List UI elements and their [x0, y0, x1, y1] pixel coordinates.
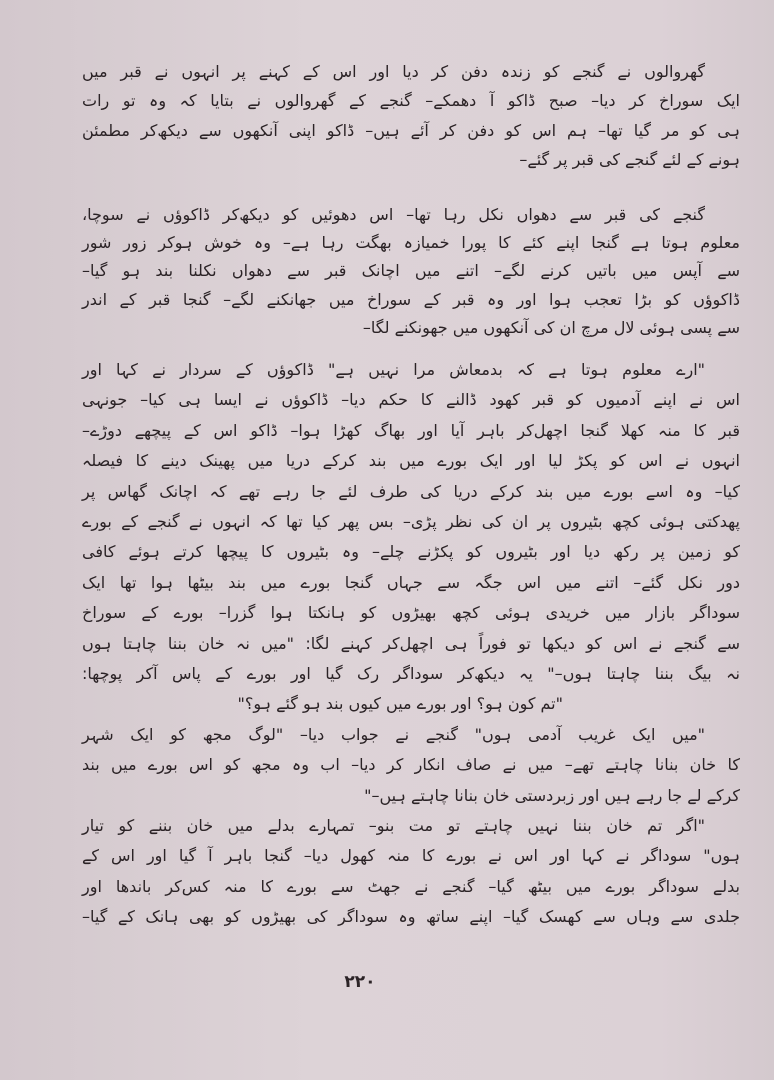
text-line: انہوں نے اس کو پکڑ لیا اور ایک بورے میں بند کرکے دریا میں پھینک دینے کا فیصلہ	[82, 451, 740, 470]
text-line: ڈاکوؤں کو بڑا تعجب ہوا اور وہ قبر کے سوراخ میں جھانکنے لگے– گنجا قبر کے اندر	[82, 290, 740, 309]
text-line: دور نکل گئے– اتنے میں اس جگہ سے جہاں گنجا بورے میں بند بیٹھا ہوا تھا ایک	[82, 573, 740, 592]
text-line: معلوم ہوتا ہے گنجا اپنے کئے کا پورا خمیازہ بھگت رہا ہے– وہ خوش ہوکر زور شور	[82, 233, 740, 252]
page-number: ۲۲۰	[344, 972, 376, 992]
text-line: ایک سوراخ کر دیا– صبح ڈاکو آ دھمکے– گنجے کے گھروالوں نے بتایا کہ وہ تو رات	[82, 91, 740, 110]
text-line: قبر کا منہ کھلا گنجا اچھل‌کر باہر آیا اور بھاگ کھڑا ہوا– ڈاکو اس کے پیچھے دوڑے–	[82, 421, 740, 440]
text-line: پھدکتی ہوئی کچھ بٹیروں پر ان کی نظر پڑی– بس پھر کیا تھا کہ انہوں نے گنجے کے بورے	[82, 512, 740, 531]
text-line: جلدی سے وہاں سے کھسک گیا– اپنے ساتھ وہ سوداگر کی بھیڑوں کو بھی ہانک کے گیا–	[82, 907, 740, 926]
text-line: ہی کو مر گیا تھا– ہم اس کو دفن کر آئے ہیں– ڈاکو اپنی آنکھوں سے دیکھ‌کر مطمئن	[82, 121, 740, 140]
text-line: "ارے معلوم ہوتا ہے کہ بدمعاش مرا نہیں ہے" ڈاکوؤں کے سردار نے کہا اور	[82, 360, 705, 379]
text-line: گھروالوں نے گنجے کو زندہ دفن کر دیا اور اس کے کہنے پر انہوں نے قبر میں	[82, 62, 705, 81]
text-line: نہ بیگ بننا چاہتا ہوں–" یہ دیکھ‌کر سوداگر رک گیا اور بورے کے پاس آکر پوچھا:	[82, 664, 740, 683]
text-line: "تم کون ہو؟ اور بورے میں کیوں بند ہو گئے ہو؟"	[237, 694, 563, 713]
text-line: کو زمین پر رکھ دیا اور بٹیروں کو پکڑنے چلے– وہ بٹیروں کا پیچھا کرتے ہوئے کافی	[82, 542, 740, 561]
text-line: سے گنجے نے اس کو دیکھا تو فوراً ہی اچھل‌کر کہنے لگا: "میں نہ خان بننا چاہتا ہوں	[82, 634, 740, 653]
text-line: کا خان بنانا چاہتے تھے– میں نے صاف انکار کر دیا– اب وہ مجھ کو اس بورے میں بند	[82, 755, 740, 774]
text-line: سے آپس میں باتیں کرنے لگے– اتنے میں اچانک قبر سے دھواں نکلنا بند ہو گیا–	[82, 261, 740, 280]
text-line: بدلے سوداگر بورے میں بیٹھ گیا– گنجے نے جھٹ سے بورے کا منہ کس‌کر باندھا اور	[82, 877, 740, 896]
text-line: ہونے کے لئے گنجے کی قبر پر گئے–	[519, 150, 740, 169]
text-line: کیا– وہ اسے بورے میں بند کرکے دریا کی طرف لئے جا رہے تھے کہ اچانک گھاس پر	[82, 482, 740, 501]
text-line: اس نے اپنے آدمیوں کو قبر کھود ڈالنے کا حکم دیا– ڈاکوؤں نے ایسا ہی کیا– جونہی	[82, 390, 740, 409]
text-line: گنجے کی قبر سے دھواں نکل رہا تھا– اس دھوئیں کو دیکھ‌کر ڈاکوؤں نے سوچا،	[82, 205, 705, 224]
text-line: سے پسی ہوئی لال مرچ ان کی آنکھوں میں جھونکنے لگا–	[362, 318, 740, 337]
text-line: سوداگر بازار میں خریدی ہوئی کچھ بھیڑوں کو ہانکتا ہوا گزرا– بورے کے سوراخ	[82, 603, 740, 622]
text-line: کرکے لے جا رہے ہیں اور زبردستی خان بنانا چاہتے ہیں–"	[364, 786, 740, 805]
text-line: "اگر تم خان بننا نہیں چاہتے تو مت بنو– تمہارے بدلے میں خان بننے کو تیار	[82, 816, 705, 835]
text-line: "میں ایک غریب آدمی ہوں" گنجے نے جواب دیا– "لوگ مجھ کو ایک شہر	[82, 725, 705, 744]
text-line: ہوں" سوداگر نے کہا اور اس نے بورے کا منہ کھول دیا– گنجا باہر آ گیا اور اس کے	[82, 846, 740, 865]
